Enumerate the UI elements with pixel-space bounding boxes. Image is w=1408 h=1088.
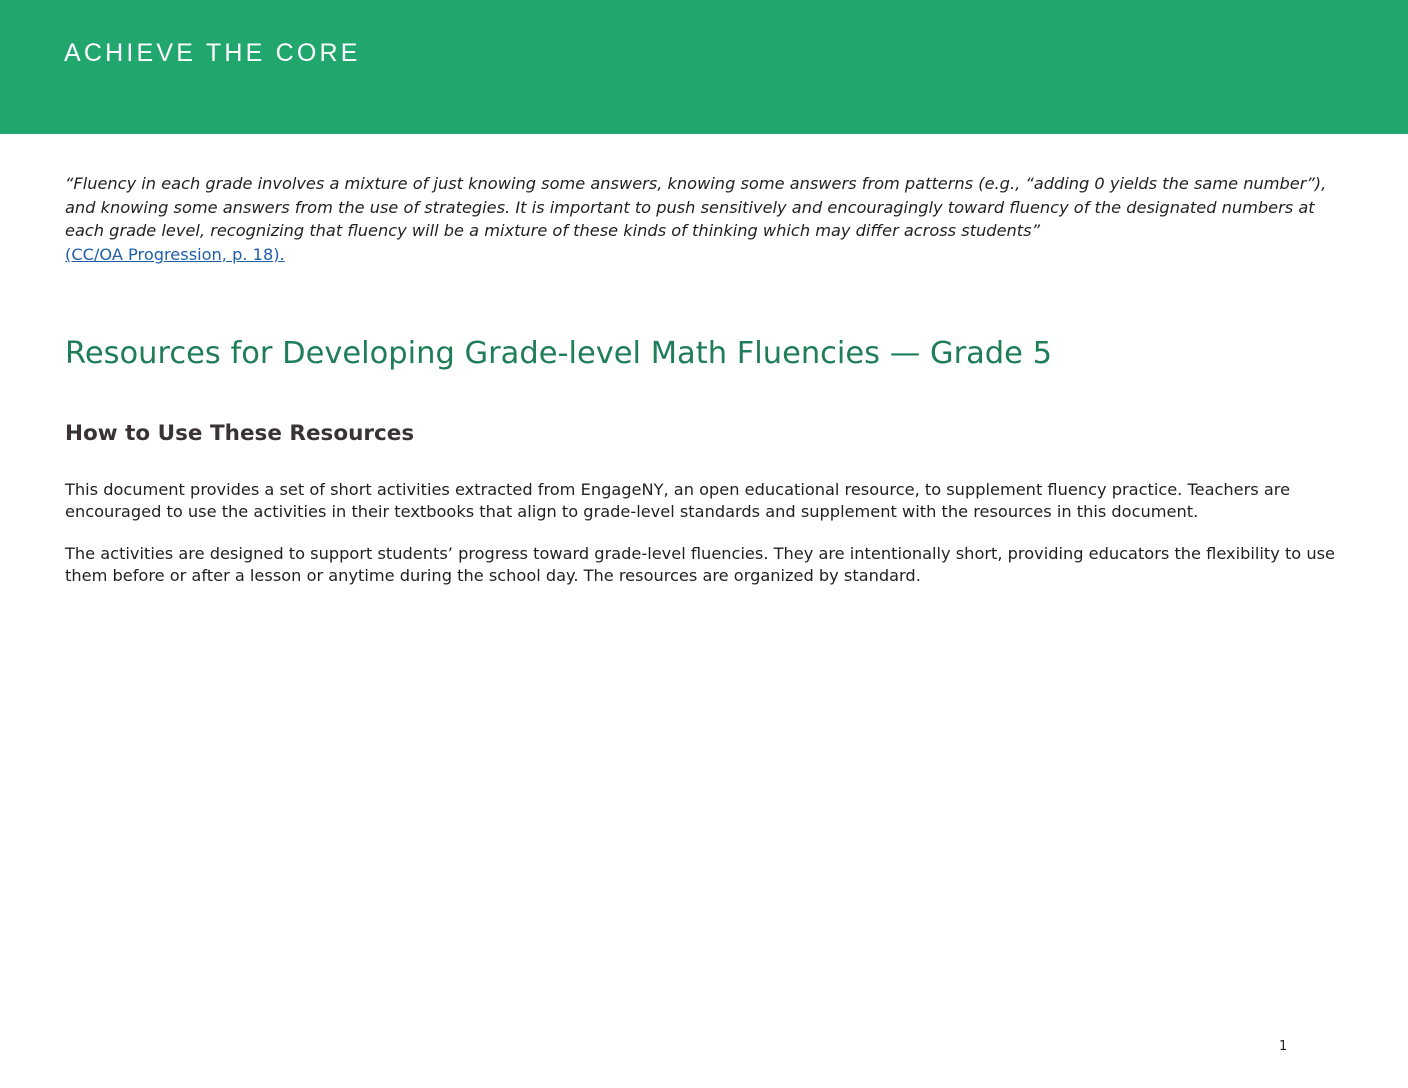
- document-title: Resources for Developing Grade-level Math Fluencies — Grade 5: [65, 336, 1053, 371]
- header-band: [0, 0, 1408, 134]
- intro-paragraph-2: The activities are designed to support students’ progress toward grade-level fluencies. They are intentionally short, providing educators the flexibility to use them before or after a lesson or anytime during the school day. The resources are organized by standard.: [65, 544, 1335, 585]
- page-number: 1: [1279, 1039, 1288, 1054]
- quote-text: “Fluency in each grade involves a mixture of just knowing some answers, knowing some answers from patterns (e.g., “adding 0 yields the same number”), and knowing some answers from the use of strategies. It is important to push sensitively and encouragingly toward fluency of the designated numbers at each grade level, recognizing that fluency will be a mixture of these kinds of thinking which may differ across students”: [65, 174, 1327, 241]
- intro-paragraph-1: This document provides a set of short activities extracted from EngageNY, an open educational resource, to supplement fluency practice. Teachers are encouraged to use the activities in their textbooks that align to grade-level standards and supplement with the resources in this document.: [65, 480, 1291, 521]
- section-heading: How to Use These Resources: [65, 421, 415, 446]
- fluency-quote: [65, 172, 1355, 267]
- citation-link[interactable]: (CC/OA Progression, p. 18).: [65, 245, 285, 265]
- brand-logo-text: ACHIEVE THE CORE: [64, 39, 361, 67]
